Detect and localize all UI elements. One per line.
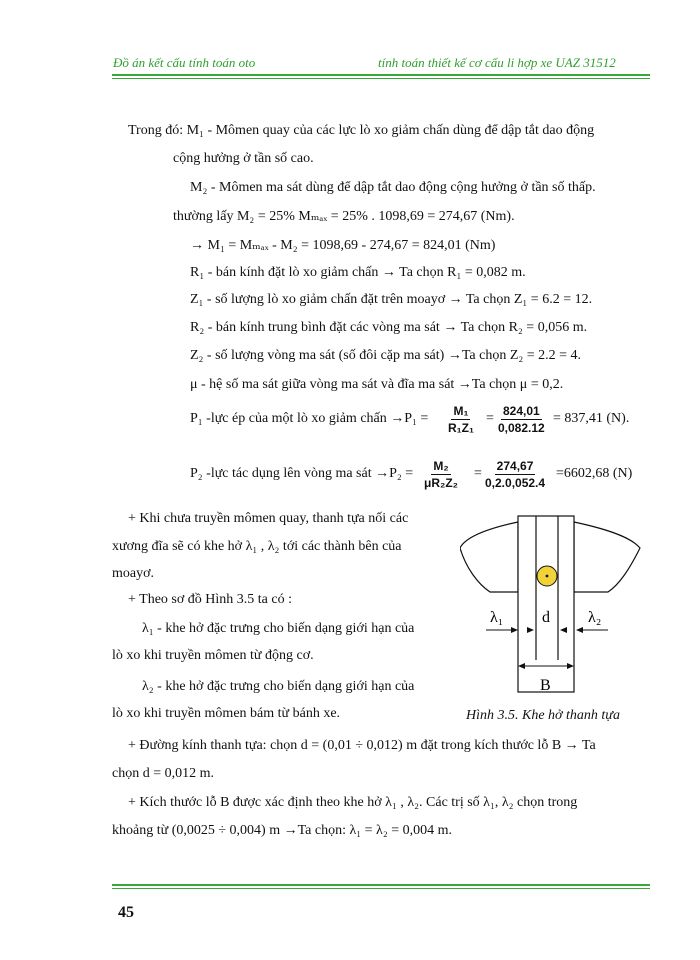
- arrow-head: [511, 627, 518, 633]
- formula-p1-prefix: P₁ -lực ép của một lò xo giảm chấn →P₁ =: [190, 411, 429, 426]
- text-line: + Kích thước lỗ B được xác định theo khe hở λ₁ , λ₂. Các trị số λ₁, λ₂ chọn trong: [128, 795, 578, 810]
- text-line: M₂ - Mômen ma sát dùng để dập tắt dao động cộng hưởng ở tần số thấp.: [190, 180, 596, 195]
- fraction-p2-values: [485, 459, 545, 490]
- formula-p2-prefix: P₂ -lực tác dụng lên vòng ma sát →P₂ =: [190, 466, 414, 481]
- text-line: lò xo khi truyền mômen từ động cơ.: [112, 648, 314, 663]
- header-right-title: tính toán thiết kế cơ cấu li hợp xe UAZ 31512: [378, 55, 616, 70]
- text-line: thường lấy M₂ = 25% Mₘₐₓ = 25% . 1098,69 = 274,67 (Nm).: [173, 209, 515, 224]
- equals-sign: =: [474, 466, 482, 481]
- label-lambda2: λ₂: [588, 609, 602, 626]
- text-line: chọn d = 0,012 m.: [112, 766, 214, 781]
- text-line: + Đường kính thanh tựa: chọn d = (0,01 ÷ 0,012) m đặt trong kích thước lỗ B → Ta: [128, 738, 596, 753]
- text-line: xương đĩa sẽ có khe hở λ₁ , λ₂ tới các thành bên của: [112, 539, 402, 554]
- text-line: → M₁ = Mₘₐₓ - M₂ = 1098,69 - 274,67 = 824,01 (Nm): [190, 238, 496, 253]
- footer-rule-bottom: [112, 888, 650, 889]
- fraction-numerator: 274,67: [496, 459, 534, 473]
- fraction-numerator: M₁: [453, 404, 469, 418]
- text-line: Trong đó: M₁ - Mômen quay của các lực lò xo giảm chấn dùng để dập tắt dao động: [128, 123, 595, 138]
- formula-p1-result: = 837,41 (N).: [553, 411, 630, 426]
- text-line: cộng hưởng ở tần số cao.: [173, 151, 314, 166]
- hub-right-lobe: [574, 522, 640, 592]
- text-line: Z₁ - số lượng lò xo giảm chấn đặt trên moayơ → Ta chọn Z₁ = 6.2 = 12.: [190, 292, 593, 307]
- fraction-p1-values: [498, 404, 545, 435]
- text-line: R₂ - bán kính trung bình đặt các vòng ma sát → Ta chọn R₂ = 0,056 m.: [190, 320, 588, 335]
- pin-center-dot: [546, 575, 549, 578]
- fraction-denominator: R₁Z₁: [448, 421, 474, 435]
- equals-sign: =: [486, 411, 494, 426]
- text-line: khoảng từ (0,0025 ÷ 0,004) m →Ta chọn: λ₁ = λ₂ = 0,004 m.: [112, 823, 452, 838]
- text-line: μ - hệ số ma sát giữa vòng ma sát và đĩa ma sát →Ta chọn μ = 0,2.: [190, 377, 564, 392]
- fraction-denominator: 0,2.0,052.4: [485, 476, 546, 490]
- fraction-denominator: 0,082.12: [498, 421, 545, 435]
- text-line: λ₁ - khe hở đặc trưng cho biến dạng giới hạn của: [142, 621, 415, 636]
- fraction-m1-over-r1z1: [448, 404, 474, 435]
- figure-caption: Hình 3.5. Khe hở thanh tựa: [466, 708, 620, 723]
- fraction-m2-over-mur2z2: [424, 459, 458, 490]
- header-rule-top: [112, 74, 650, 76]
- label-d: d: [542, 609, 550, 626]
- text-line: R₁ - bán kính đặt lò xo giảm chấn → Ta chọn R₁ = 0,082 m.: [190, 265, 526, 280]
- figure-clearance-diagram: [460, 510, 642, 700]
- header-rule-bottom: [112, 78, 650, 79]
- header-left-title: Đồ án kết cấu tính toán oto: [113, 55, 256, 70]
- fraction-denominator: μR₂Z₂: [424, 476, 459, 490]
- text-line: λ₂ - khe hở đặc trưng cho biến dạng giới hạn của: [142, 679, 415, 694]
- label-b: B: [540, 677, 551, 694]
- page-number: 45: [118, 904, 134, 921]
- fraction-numerator: 824,01: [503, 404, 540, 418]
- hub-left-lobe: [460, 522, 518, 592]
- footer-rule-top: [112, 884, 650, 886]
- text-line: + Theo sơ đồ Hình 3.5 ta có :: [128, 592, 292, 607]
- fraction-numerator: M₂: [433, 459, 449, 473]
- text-line: Z₂ - số lượng vòng ma sát (số đôi cặp ma sát) →Ta chọn Z₂ = 2.2 = 4.: [190, 348, 582, 363]
- formula-p2-result: =6602,68 (N): [556, 466, 633, 481]
- text-line: moayơ.: [112, 566, 155, 581]
- text-line: lò xo khi truyền mômen bám từ bánh xe.: [112, 706, 341, 721]
- text-line: + Khi chưa truyền mômen quay, thanh tựa nối các: [128, 511, 409, 526]
- label-lambda1: λ₁: [490, 609, 504, 626]
